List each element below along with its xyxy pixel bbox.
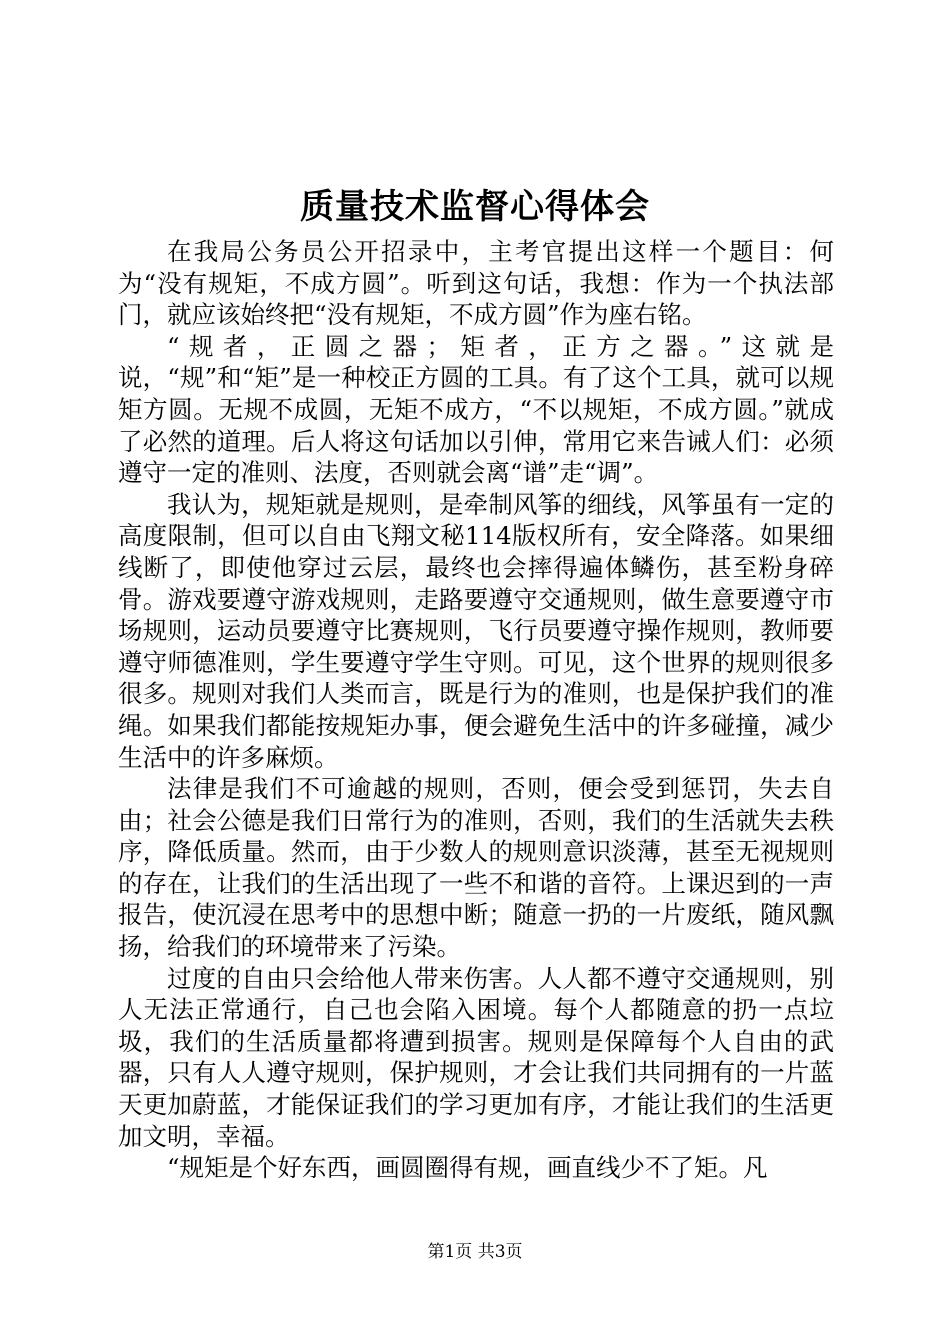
paragraph-3: 我认为，规矩就是规则，是牵制风筝的细线，风筝虽有一定的高度限制，但可以自由飞翔文秘114版权所有，安全降落。如果细线断了，即使他穿过云层，最终也会摔得遍体鳞伤，甚至粉身碎骨。游戏要遵守游戏规则，走路要遵守交通规则，做生意要遵守市场规则，运动员要遵守比赛规则，飞行员要遵守操作规则，教师要遵守师德准则，学生要遵守学生守则。可见，这个世界的规则很多很多。规则对我们人类而言，既是行为的准则，也是保护我们的准绳。如果我们都能按规矩办事，便会避免生活中的许多碰撞，减少生活中的许多麻烦。 xyxy=(118,489,834,772)
paragraph-4: 法律是我们不可逾越的规则，否则，便会受到惩罚，失去自由；社会公德是我们日常行为的准则，否则，我们的生活就失去秩序，降低质量。然而，由于少数人的规则意识淡薄，甚至无视规则的存在，让我们的生活出现了一些不和谐的音符。上课迟到的一声报告，使沉浸在思考中的思想中断；随意一扔的一片废纸，随风飘扬，给我们的环境带来了污染。 xyxy=(118,774,834,962)
paragraph-2: “规者，正圆之器；矩者，正方之器。”这就是说，“规”和“矩”是一种校正方圆的工具。有了这个工具，就可以规矩方圆。无规不成圆，无矩不成方，“不以规矩，不成方圆。”就成了必然的道理。后人将这句话加以引伸，常用它来告诫人们：必须遵守一定的准则、法度，否则就会离“谱”走“调”。 xyxy=(118,331,834,488)
paragraph-6: “规矩是个好东西，画圆圈得有规，画直线少不了矩。凡 xyxy=(167,1153,768,1183)
document-title: 质量技术监督心得体会 xyxy=(300,187,650,227)
paragraph-1: 在我局公务员公开招录中，主考官提出这样一个题目：何为“没有规矩，不成方圆”。听到这句话，我想：作为一个执法部门，就应该始终把“没有规矩，不成方圆”作为座右铭。 xyxy=(118,237,834,330)
paragraph-5: 过度的自由只会给他人带来伤害。人人都不遵守交通规则，别人无法正常通行，自己也会陷入困境。每个人都随意的扔一点垃圾，我们的生活质量都将遭到损害。规则是保障每个人自由的武器，只有人人遵守规则，保护规则，才会让我们共同拥有的一片蓝天更加蔚蓝，才能保证我们的学习更加有序，才能让我们的生活更加文明，幸福。 xyxy=(118,963,834,1151)
page-footer: 第1页 共3页 xyxy=(427,1242,523,1262)
document-body xyxy=(118,236,834,1184)
